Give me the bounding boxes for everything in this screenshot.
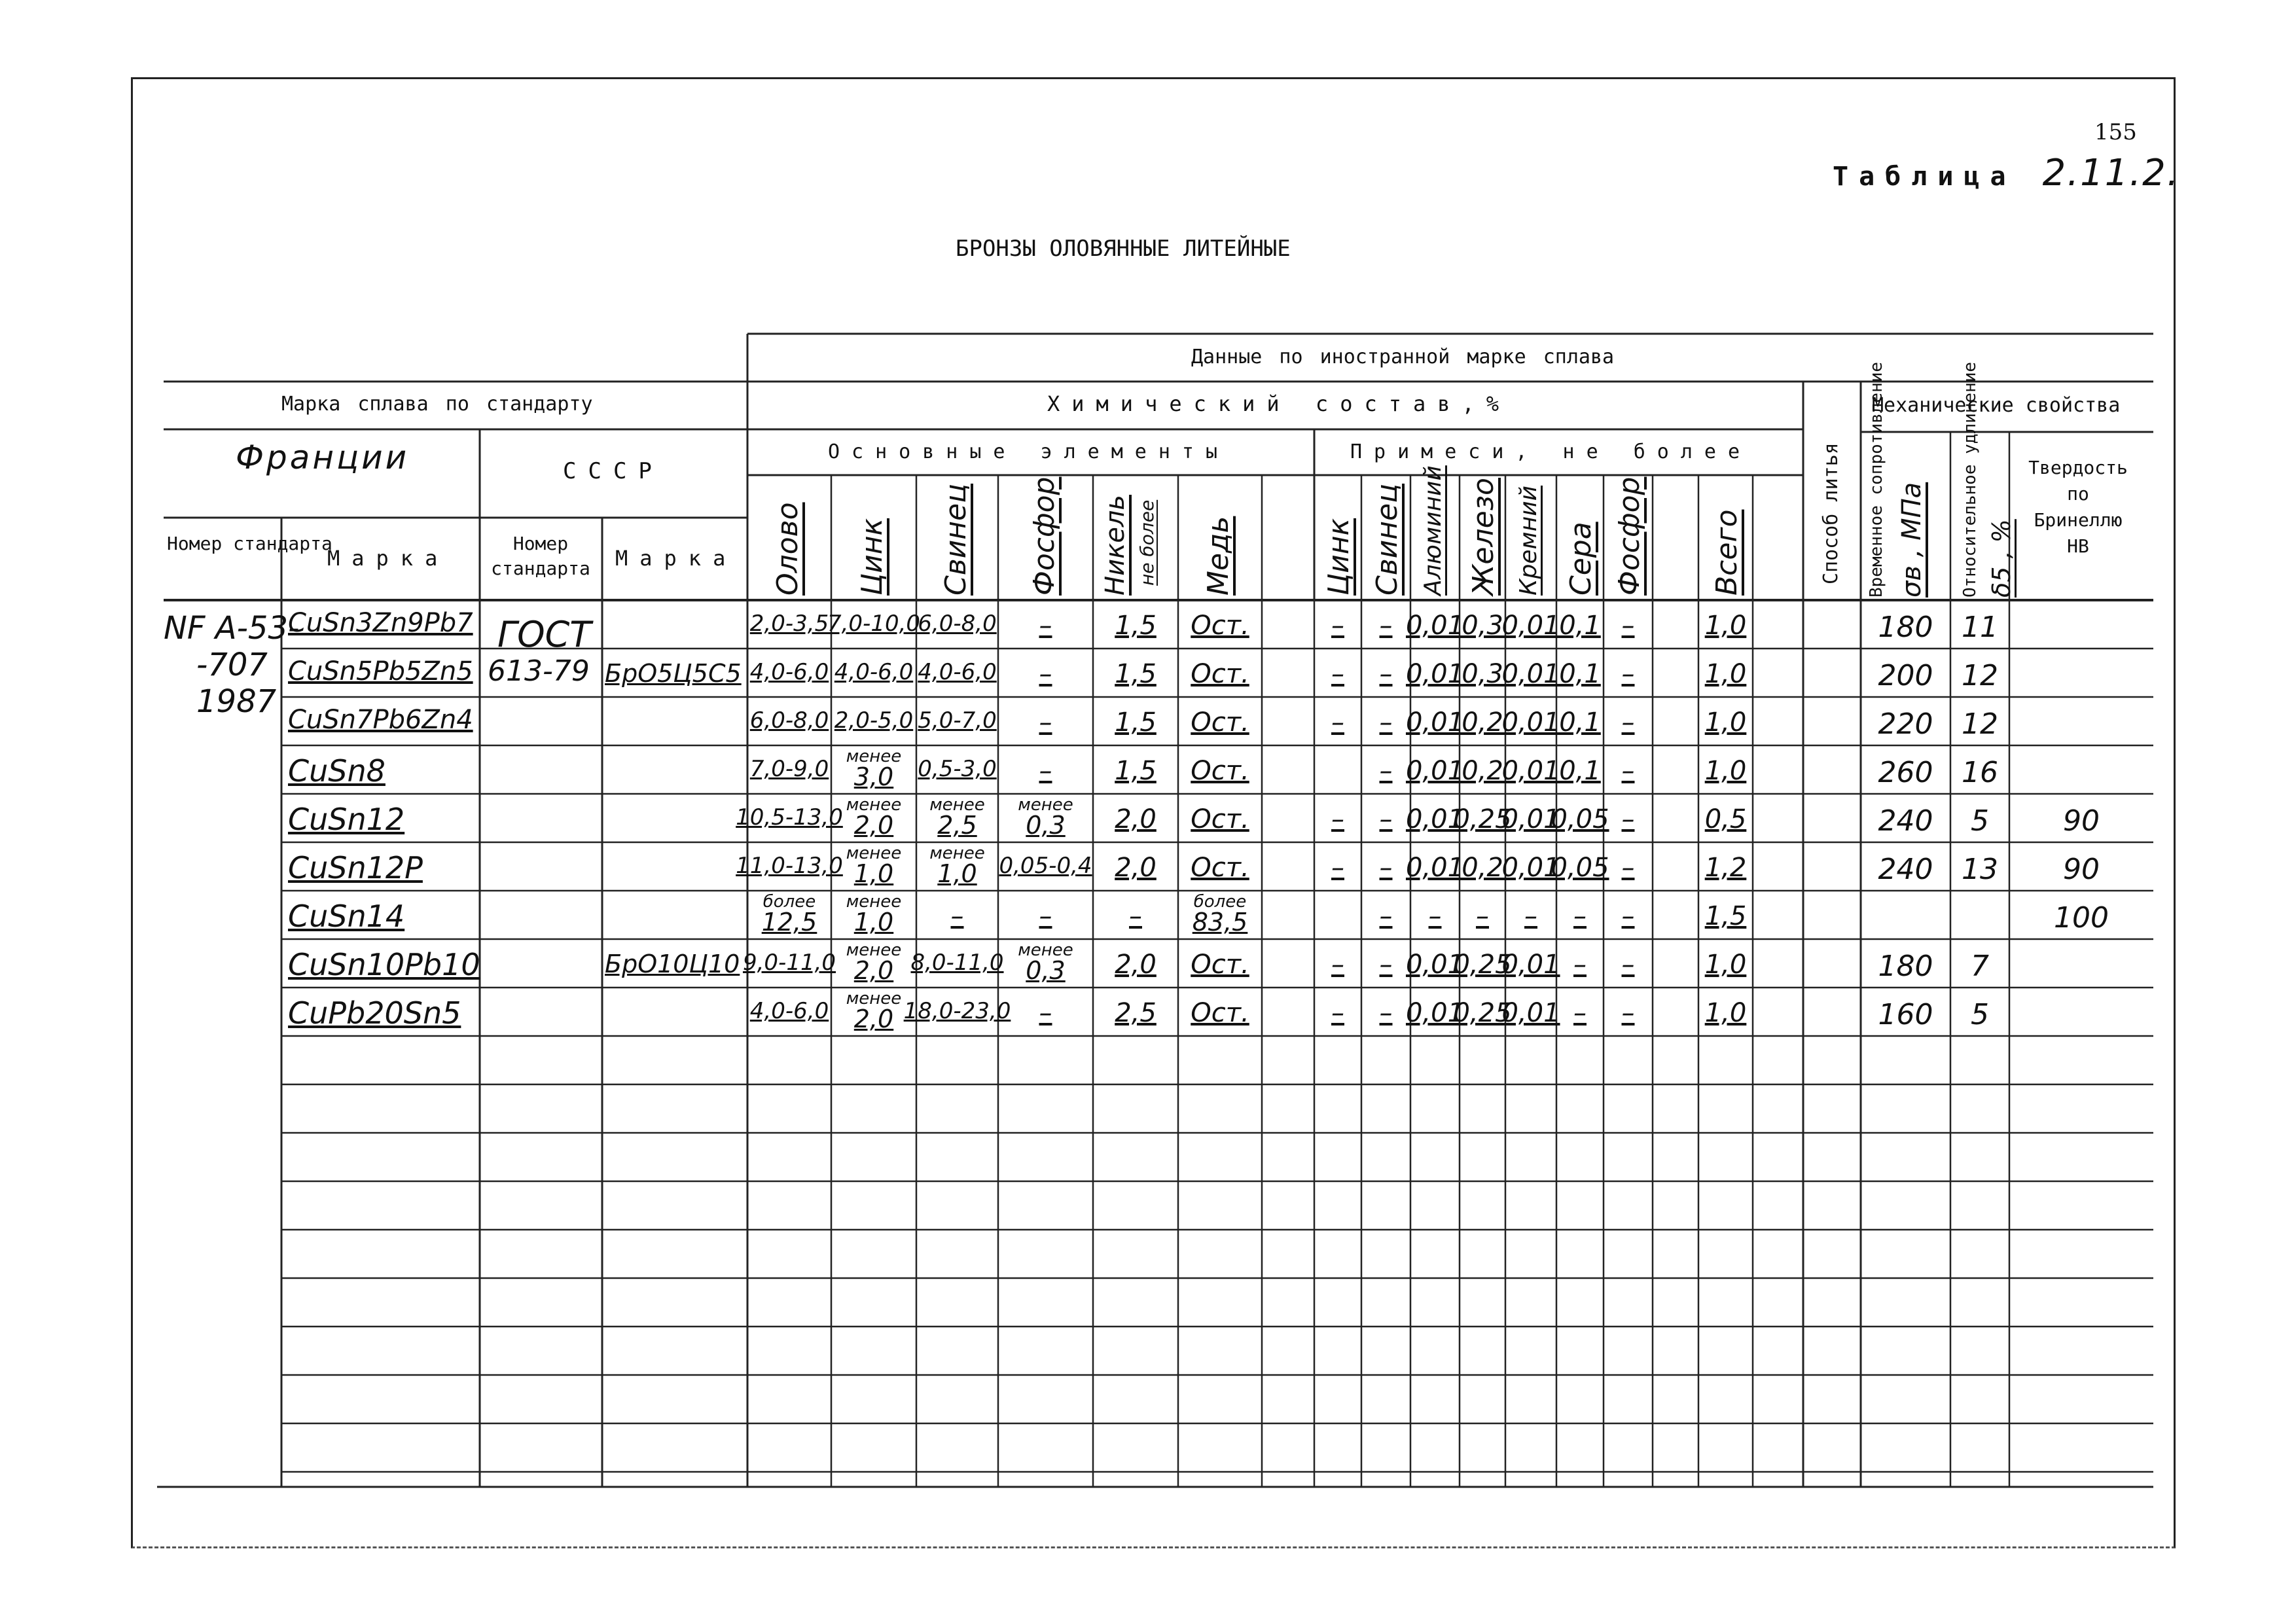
mechanical-value: 5 — [1971, 804, 1989, 838]
mechanical-value: 13 — [1962, 853, 1998, 886]
cell-value: 83,5 — [1192, 908, 1248, 936]
cell-value: 0,25 — [1453, 804, 1512, 834]
cell-value: – — [1379, 998, 1393, 1028]
cell-value: 1,0 — [1704, 998, 1747, 1028]
ussr-standard-number: 613-79 — [488, 654, 590, 688]
mechanical-value: 100 — [2054, 901, 2109, 935]
cell-prefix: менее — [846, 747, 902, 766]
cell-value: – — [1573, 950, 1587, 980]
cell-prefix: более — [762, 892, 816, 912]
cell-value: – — [1331, 998, 1344, 1028]
cell-value: 2,0 — [1115, 950, 1157, 980]
alloy-grade-header: Марка сплава по стандарту — [281, 393, 593, 416]
france-grade: CuSn8 — [288, 753, 386, 789]
mechanical-value: 180 — [1878, 950, 1933, 983]
cell-value: 0,5 — [1704, 804, 1747, 834]
cell-value: 1,0 — [1704, 707, 1747, 738]
mechanical-value: 260 — [1878, 756, 1933, 789]
cell-value: 0,01 — [1405, 950, 1465, 980]
cell-value: 0,2 — [1462, 853, 1503, 883]
cell-value: – — [1524, 901, 1537, 931]
main-element-header: Медь — [1202, 516, 1235, 596]
cell-value: 8,0-11,0 — [910, 950, 1004, 976]
cell-value: – — [1039, 901, 1052, 931]
impurity-header: Всего — [1710, 509, 1744, 596]
cell-value: 4,0-6,0 — [749, 659, 829, 685]
cell-value: 0,01 — [1405, 611, 1465, 641]
cell-prefix: менее — [929, 844, 985, 863]
mechanical-value: 180 — [1878, 611, 1933, 644]
impurity-header: Фосфор — [1612, 476, 1646, 596]
cell-value: – — [1379, 950, 1393, 980]
cell-value: 0,1 — [1559, 611, 1601, 641]
main-element-header: Цинк — [855, 518, 889, 596]
france-standard-number: -707 — [196, 647, 268, 683]
impurity-header: Свинец — [1370, 483, 1404, 596]
cell-value: 0,25 — [1453, 950, 1512, 980]
cell-value: – — [1621, 611, 1635, 641]
mechanical-value: 220 — [1878, 707, 1933, 741]
cell-value: 0,3 — [1462, 659, 1503, 689]
cell-value: 0,1 — [1559, 659, 1601, 689]
cell-value: 0,01 — [1501, 659, 1560, 689]
cell-prefix: более — [1193, 892, 1247, 912]
ussr-header: СССР — [563, 458, 664, 484]
cell-value: 0,01 — [1501, 707, 1560, 738]
cell-value: – — [1039, 659, 1052, 689]
cell-value: 0,01 — [1501, 611, 1560, 641]
cell-value: 6,0-8,0 — [749, 707, 829, 734]
cell-value: 1,5 — [1704, 901, 1747, 931]
mechanical-value: 90 — [2063, 804, 2100, 838]
ussr-standard-number-header: Номер стандарта — [491, 533, 590, 579]
casting-method-header: Способ литья — [1820, 442, 1842, 585]
france-grade: CuSn12P — [288, 850, 423, 885]
cell-value: 7,0-9,0 — [749, 756, 829, 782]
ussr-grade: БрО10Ц10 — [605, 950, 740, 978]
cell-value: 1,0 — [1704, 611, 1747, 641]
cell-value: 1,0 — [1704, 659, 1747, 689]
mechanical-properties-header: Механические свойства — [1872, 394, 2121, 417]
cell-value: 11,0-13,0 — [736, 853, 843, 879]
cell-value: 0,01 — [1501, 950, 1560, 980]
france-standard-number: NF A-53- — [164, 610, 300, 647]
ussr-grade: БрО5Ц5С5 — [605, 659, 742, 688]
cell-value: 1,2 — [1704, 853, 1747, 883]
cell-prefix: менее — [846, 989, 902, 1008]
cell-value: 0,2 — [1462, 756, 1503, 786]
cell-value: – — [1331, 659, 1344, 689]
cell-value: Ост. — [1191, 998, 1249, 1028]
mechanical-value: 160 — [1878, 998, 1933, 1031]
cell-value: 1,0 — [1704, 950, 1747, 980]
cell-value: 2,0 — [853, 956, 894, 985]
cell-prefix: менее — [846, 892, 902, 912]
cell-value: – — [1621, 659, 1635, 689]
cell-value: 0,01 — [1405, 707, 1465, 738]
cell-value: 0,25 — [1453, 998, 1512, 1028]
impurity-header: Цинк — [1322, 518, 1355, 596]
ussr-grade-header: Марка — [615, 546, 738, 571]
cell-value: Ост. — [1191, 659, 1249, 689]
cell-value: 1,5 — [1115, 659, 1157, 689]
cell-value: 1,5 — [1115, 756, 1157, 786]
cell-value: 2,0 — [853, 811, 894, 840]
mechanical-value: 12 — [1962, 659, 1998, 692]
cell-prefix: менее — [846, 940, 902, 960]
france-grade-header: Марка — [327, 546, 450, 571]
cell-value: 1,0 — [853, 859, 894, 888]
elongation-unit-header: δ5 , % — [1987, 519, 2016, 597]
mechanical-value: 200 — [1878, 659, 1933, 692]
cell-value: – — [1039, 707, 1052, 738]
cell-value: 0,01 — [1405, 853, 1465, 883]
cell-value: – — [1331, 611, 1344, 641]
mechanical-value: 240 — [1878, 853, 1933, 886]
cell-value: 5,0-7,0 — [918, 707, 997, 734]
cell-value: 0,3 — [1462, 611, 1503, 641]
cell-value: – — [1621, 756, 1635, 786]
cell-value: 0,01 — [1405, 756, 1465, 786]
cell-value: 1,5 — [1115, 611, 1157, 641]
cell-value: 2,0 — [853, 1005, 894, 1033]
cell-value: 0,01 — [1405, 659, 1465, 689]
cell-value: Ост. — [1191, 853, 1249, 883]
cell-value: – — [1039, 998, 1052, 1028]
cell-value: 0,01 — [1501, 853, 1560, 883]
france-grade: CuSn5Pb5Zn5 — [288, 656, 473, 687]
mechanical-value: 11 — [1962, 611, 1998, 644]
cell-value: – — [1331, 950, 1344, 980]
document-title: БРОНЗЫ ОЛОВЯННЫЕ ЛИТЕЙНЫЕ — [956, 236, 1291, 262]
cell-value: 2,5 — [1115, 998, 1157, 1028]
cell-value: – — [1379, 853, 1393, 883]
cell-value: – — [1331, 707, 1344, 738]
elongation-header: Относительное удлинение — [1960, 361, 1980, 597]
cell-value: 0,01 — [1501, 756, 1560, 786]
cell-value: 18,0-23,0 — [903, 998, 1011, 1024]
cell-value: Ост. — [1191, 611, 1249, 641]
cell-value: – — [1621, 707, 1635, 738]
cell-value: 12,5 — [761, 908, 817, 936]
cell-value: 0,3 — [1026, 811, 1066, 840]
main-element-header: Свинец — [939, 483, 973, 596]
cell-value: – — [1621, 901, 1635, 931]
cell-value: 2,0-3,5 — [749, 611, 829, 637]
cell-value: – — [1476, 901, 1489, 931]
cell-value: 0,05-0,4 — [999, 853, 1092, 879]
cell-value: 0,5-3,0 — [918, 756, 997, 782]
main-element-header: Никель — [1100, 495, 1130, 596]
mechanical-value: 12 — [1962, 707, 1998, 741]
cell-value: 4,0-6,0 — [918, 659, 997, 685]
impurity-header: Сера — [1564, 522, 1598, 596]
chemical-composition-header: Химический состав,% — [1047, 391, 1511, 416]
cell-value: 1,0 — [937, 859, 977, 888]
cell-value: – — [1379, 707, 1393, 738]
cell-value: 2,0 — [1115, 853, 1157, 883]
france-grade: CuSn10Pb10 — [288, 947, 480, 982]
cell-value: 0,01 — [1501, 998, 1560, 1028]
cell-value: – — [1129, 901, 1142, 931]
cell-value: 0,1 — [1559, 756, 1601, 786]
impurities-header: Примеси, не более — [1350, 440, 1752, 463]
cell-prefix: менее — [1018, 940, 1073, 960]
cell-value: – — [1379, 659, 1393, 689]
france-standard-number-header: Номер стандарта — [167, 533, 332, 554]
cell-value: 0,05 — [1551, 804, 1609, 834]
cell-value: 2,0-5,0 — [834, 707, 914, 734]
france-grade: CuSn3Zn9Pb7 — [288, 608, 473, 638]
cell-value: 3,0 — [853, 762, 894, 791]
cell-prefix: менее — [846, 844, 902, 863]
cell-value: 1,5 — [1115, 707, 1157, 738]
cell-value: Ост. — [1191, 950, 1249, 980]
cell-value: – — [1621, 998, 1635, 1028]
cell-value: – — [1621, 950, 1635, 980]
cell-value: 1,0 — [853, 908, 894, 936]
mechanical-value: 7 — [1971, 950, 1989, 983]
cell-value: – — [1573, 901, 1587, 931]
ussr-standard-number: ГОСТ — [497, 614, 592, 655]
tensile-unit-header: σв , МПа — [1897, 482, 1927, 597]
cell-value: – — [1039, 611, 1052, 641]
nickel-note-header: не более — [1136, 499, 1158, 586]
cell-value: Ост. — [1191, 707, 1249, 738]
mechanical-value: 240 — [1878, 804, 1933, 838]
france-grade: CuSn12 — [288, 802, 405, 837]
cell-value: 10,5-13,0 — [736, 804, 843, 830]
foreign-data-header: Данные по иностранной марке сплава — [1191, 346, 1615, 368]
cell-value: 1,0 — [1704, 756, 1747, 786]
cell-value: – — [1379, 756, 1393, 786]
cell-value: 0,2 — [1462, 707, 1503, 738]
cell-prefix: менее — [846, 795, 902, 815]
cell-value: 2,5 — [937, 811, 977, 840]
cell-value: – — [1331, 804, 1344, 834]
mechanical-value: 5 — [1971, 998, 1989, 1031]
france-grade: CuSn7Pb6Zn4 — [288, 705, 473, 735]
cell-value: 6,0-8,0 — [918, 611, 997, 637]
main-element-header: Олово — [771, 502, 804, 596]
cell-value: 0,1 — [1559, 707, 1601, 738]
cell-value: 9,0-11,0 — [742, 950, 836, 976]
cell-prefix: менее — [1018, 795, 1073, 815]
mechanical-value: 90 — [2063, 853, 2100, 886]
cell-value: 4,0-6,0 — [834, 659, 914, 685]
mechanical-value: 16 — [1962, 756, 1998, 789]
cell-value: 2,0 — [1115, 804, 1157, 834]
main-element-header: Фосфор — [1027, 476, 1061, 596]
cell-value: 0,3 — [1026, 956, 1066, 985]
france-header: Франции — [236, 438, 410, 476]
table-label: Таблица 2.11.2. — [1833, 152, 2180, 194]
cell-value: – — [1039, 756, 1052, 786]
cell-value: – — [1379, 611, 1393, 641]
france-grade: CuSn14 — [288, 899, 405, 934]
cell-value: 0,05 — [1551, 853, 1609, 883]
cell-value: – — [1428, 901, 1442, 931]
cell-value: – — [1573, 998, 1587, 1028]
table-number: 2.11.2. — [2042, 152, 2180, 194]
impurity-header: Кремний — [1515, 485, 1542, 596]
cell-value: 0,01 — [1405, 998, 1465, 1028]
cell-value: – — [950, 901, 964, 931]
page-number: 155 — [2094, 119, 2137, 145]
tensile-strength-header: Временное сопротивление — [1867, 361, 1886, 597]
main-elements-header: Основные элементы — [828, 440, 1230, 463]
france-standard-number: 1987 — [196, 683, 277, 720]
cell-value: Ост. — [1191, 804, 1249, 834]
cell-value: Ост. — [1191, 756, 1249, 786]
cell-value: – — [1621, 804, 1635, 834]
impurity-header: Железо — [1467, 478, 1500, 596]
cell-value: 4,0-6,0 — [749, 998, 829, 1024]
hardness-header: Твердость по Бринеллю НВ — [2028, 457, 2128, 557]
cell-value: – — [1331, 853, 1344, 883]
cell-value: – — [1379, 901, 1393, 931]
cell-value: 7,0-10,0 — [827, 611, 921, 637]
cell-value: 0,01 — [1501, 804, 1560, 834]
france-grade: CuPb20Sn5 — [288, 995, 461, 1031]
cell-value: – — [1621, 853, 1635, 883]
cell-value: – — [1379, 804, 1393, 834]
impurity-header: Алюминий — [1419, 465, 1446, 596]
cell-prefix: менее — [929, 795, 985, 815]
cell-value: 0,01 — [1405, 804, 1465, 834]
